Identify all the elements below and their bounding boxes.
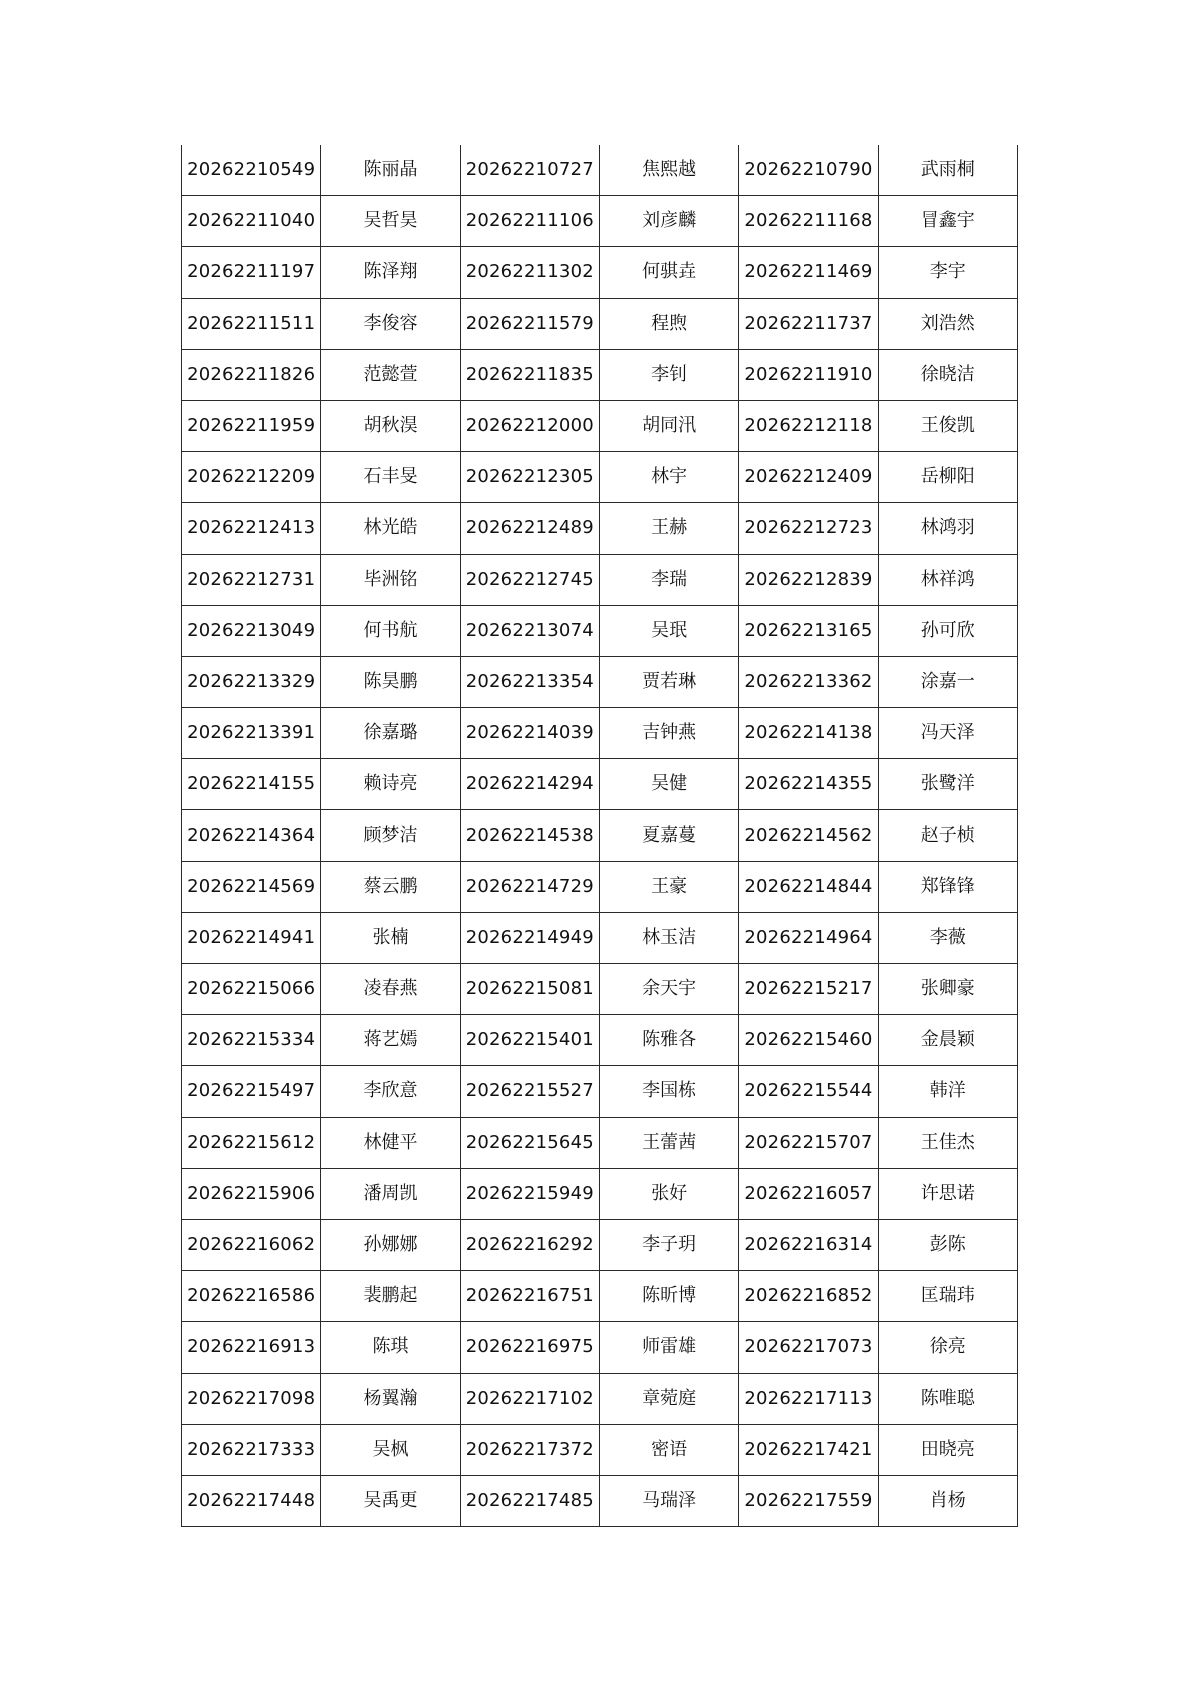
student-id-cell: 20262214964 bbox=[739, 912, 878, 963]
student-id-cell: 20262212305 bbox=[460, 452, 599, 503]
student-name-cell: 焦熙越 bbox=[599, 145, 738, 196]
student-name-cell: 余天宇 bbox=[599, 964, 738, 1015]
student-name-cell: 何书航 bbox=[321, 605, 460, 656]
student-name-cell: 吴哲昊 bbox=[321, 196, 460, 247]
student-id-cell: 20262215497 bbox=[182, 1066, 321, 1117]
student-id-cell: 20262214562 bbox=[739, 810, 878, 861]
student-id-cell: 20262210790 bbox=[739, 145, 878, 196]
student-name-cell: 杨翼瀚 bbox=[321, 1373, 460, 1424]
table-row bbox=[182, 1066, 1018, 1117]
student-name-cell: 彭陈 bbox=[878, 1219, 1017, 1270]
student-name-cell: 林祥鸿 bbox=[878, 554, 1017, 605]
student-name-cell: 何骐垚 bbox=[599, 247, 738, 298]
student-name-cell: 田晓亮 bbox=[878, 1424, 1017, 1475]
student-id-cell: 20262216913 bbox=[182, 1322, 321, 1373]
student-name-cell: 章菀庭 bbox=[599, 1373, 738, 1424]
student-name-cell: 蔡云鹏 bbox=[321, 861, 460, 912]
student-id-cell: 20262217102 bbox=[460, 1373, 599, 1424]
roster-table-body bbox=[182, 145, 1018, 1527]
student-id-cell: 20262215612 bbox=[182, 1117, 321, 1168]
roster-table bbox=[181, 145, 1018, 1527]
student-id-cell: 20262213362 bbox=[739, 656, 878, 707]
table-row bbox=[182, 656, 1018, 707]
student-name-cell: 张鹭洋 bbox=[878, 759, 1017, 810]
student-id-cell: 20262216292 bbox=[460, 1219, 599, 1270]
table-row bbox=[182, 810, 1018, 861]
student-name-cell: 陈昊鹏 bbox=[321, 656, 460, 707]
student-id-cell: 20262215707 bbox=[739, 1117, 878, 1168]
table-row bbox=[182, 1219, 1018, 1270]
student-id-cell: 20262217333 bbox=[182, 1424, 321, 1475]
student-id-cell: 20262212839 bbox=[739, 554, 878, 605]
student-name-cell: 冒鑫宇 bbox=[878, 196, 1017, 247]
student-name-cell: 张好 bbox=[599, 1168, 738, 1219]
student-id-cell: 20262211469 bbox=[739, 247, 878, 298]
table-row bbox=[182, 1475, 1018, 1526]
student-id-cell: 20262215081 bbox=[460, 964, 599, 1015]
student-id-cell: 20262216975 bbox=[460, 1322, 599, 1373]
student-name-cell: 肖杨 bbox=[878, 1475, 1017, 1526]
table-row bbox=[182, 298, 1018, 349]
student-name-cell: 林健平 bbox=[321, 1117, 460, 1168]
student-id-cell: 20262210727 bbox=[460, 145, 599, 196]
student-id-cell: 20262211106 bbox=[460, 196, 599, 247]
student-name-cell: 潘周凯 bbox=[321, 1168, 460, 1219]
student-id-cell: 20262214949 bbox=[460, 912, 599, 963]
student-id-cell: 20262213354 bbox=[460, 656, 599, 707]
student-name-cell: 李欣意 bbox=[321, 1066, 460, 1117]
student-id-cell: 20262217113 bbox=[739, 1373, 878, 1424]
student-id-cell: 20262217098 bbox=[182, 1373, 321, 1424]
student-name-cell: 陈泽翔 bbox=[321, 247, 460, 298]
student-name-cell: 陈雅各 bbox=[599, 1015, 738, 1066]
student-name-cell: 郑锋锋 bbox=[878, 861, 1017, 912]
student-id-cell: 20262211826 bbox=[182, 349, 321, 400]
student-id-cell: 20262217421 bbox=[739, 1424, 878, 1475]
student-name-cell: 赵子桢 bbox=[878, 810, 1017, 861]
student-name-cell: 蒋艺嫣 bbox=[321, 1015, 460, 1066]
student-name-cell: 林光皓 bbox=[321, 503, 460, 554]
student-id-cell: 20262212413 bbox=[182, 503, 321, 554]
student-name-cell: 陈丽晶 bbox=[321, 145, 460, 196]
student-name-cell: 陈昕博 bbox=[599, 1271, 738, 1322]
table-row bbox=[182, 964, 1018, 1015]
student-name-cell: 毕洲铭 bbox=[321, 554, 460, 605]
student-name-cell: 孙可欣 bbox=[878, 605, 1017, 656]
table-row bbox=[182, 759, 1018, 810]
student-id-cell: 20262217485 bbox=[460, 1475, 599, 1526]
student-name-cell: 王佳杰 bbox=[878, 1117, 1017, 1168]
table-row bbox=[182, 1271, 1018, 1322]
student-name-cell: 顾梦洁 bbox=[321, 810, 460, 861]
student-id-cell: 20262212209 bbox=[182, 452, 321, 503]
table-row bbox=[182, 912, 1018, 963]
student-id-cell: 20262217559 bbox=[739, 1475, 878, 1526]
student-id-cell: 20262214941 bbox=[182, 912, 321, 963]
student-name-cell: 林鸿羽 bbox=[878, 503, 1017, 554]
student-name-cell: 李薇 bbox=[878, 912, 1017, 963]
student-id-cell: 20262215544 bbox=[739, 1066, 878, 1117]
student-name-cell: 刘彦麟 bbox=[599, 196, 738, 247]
student-name-cell: 胡同汛 bbox=[599, 400, 738, 451]
student-id-cell: 20262212000 bbox=[460, 400, 599, 451]
student-name-cell: 吴珉 bbox=[599, 605, 738, 656]
student-id-cell: 20262215334 bbox=[182, 1015, 321, 1066]
student-name-cell: 林宇 bbox=[599, 452, 738, 503]
table-row bbox=[182, 400, 1018, 451]
student-id-cell: 20262213049 bbox=[182, 605, 321, 656]
student-name-cell: 孙娜娜 bbox=[321, 1219, 460, 1270]
table-row bbox=[182, 605, 1018, 656]
student-name-cell: 冯天泽 bbox=[878, 708, 1017, 759]
student-id-cell: 20262214355 bbox=[739, 759, 878, 810]
table-row bbox=[182, 861, 1018, 912]
table-row bbox=[182, 1168, 1018, 1219]
student-name-cell: 王豪 bbox=[599, 861, 738, 912]
student-id-cell: 20262213391 bbox=[182, 708, 321, 759]
student-name-cell: 李宇 bbox=[878, 247, 1017, 298]
student-id-cell: 20262212745 bbox=[460, 554, 599, 605]
student-name-cell: 赖诗亮 bbox=[321, 759, 460, 810]
student-name-cell: 许思诺 bbox=[878, 1168, 1017, 1219]
student-id-cell: 20262210549 bbox=[182, 145, 321, 196]
student-name-cell: 张楠 bbox=[321, 912, 460, 963]
student-id-cell: 20262216586 bbox=[182, 1271, 321, 1322]
student-id-cell: 20262214364 bbox=[182, 810, 321, 861]
student-name-cell: 王蕾茜 bbox=[599, 1117, 738, 1168]
student-name-cell: 范懿萱 bbox=[321, 349, 460, 400]
table-row bbox=[182, 349, 1018, 400]
student-name-cell: 吴健 bbox=[599, 759, 738, 810]
student-name-cell: 李子玥 bbox=[599, 1219, 738, 1270]
student-id-cell: 20262214294 bbox=[460, 759, 599, 810]
student-name-cell: 陈唯聪 bbox=[878, 1373, 1017, 1424]
student-id-cell: 20262211910 bbox=[739, 349, 878, 400]
student-name-cell: 吴枫 bbox=[321, 1424, 460, 1475]
student-id-cell: 20262213329 bbox=[182, 656, 321, 707]
student-name-cell: 石丰旻 bbox=[321, 452, 460, 503]
student-id-cell: 20262216314 bbox=[739, 1219, 878, 1270]
student-name-cell: 李瑞 bbox=[599, 554, 738, 605]
table-row bbox=[182, 1373, 1018, 1424]
student-name-cell: 涂嘉一 bbox=[878, 656, 1017, 707]
student-id-cell: 20262215460 bbox=[739, 1015, 878, 1066]
table-row bbox=[182, 554, 1018, 605]
student-id-cell: 20262211511 bbox=[182, 298, 321, 349]
student-name-cell: 师雷雄 bbox=[599, 1322, 738, 1373]
student-id-cell: 20262212118 bbox=[739, 400, 878, 451]
student-name-cell: 李国栋 bbox=[599, 1066, 738, 1117]
student-id-cell: 20262217448 bbox=[182, 1475, 321, 1526]
student-id-cell: 20262211168 bbox=[739, 196, 878, 247]
table-row bbox=[182, 503, 1018, 554]
student-id-cell: 20262212489 bbox=[460, 503, 599, 554]
student-id-cell: 20262211197 bbox=[182, 247, 321, 298]
student-id-cell: 20262216751 bbox=[460, 1271, 599, 1322]
student-name-cell: 刘浩然 bbox=[878, 298, 1017, 349]
student-id-cell: 20262215066 bbox=[182, 964, 321, 1015]
student-id-cell: 20262211835 bbox=[460, 349, 599, 400]
table-row bbox=[182, 1424, 1018, 1475]
student-name-cell: 韩洋 bbox=[878, 1066, 1017, 1117]
student-name-cell: 胡秋淏 bbox=[321, 400, 460, 451]
student-id-cell: 20262213074 bbox=[460, 605, 599, 656]
student-id-cell: 20262211959 bbox=[182, 400, 321, 451]
student-name-cell: 徐晓洁 bbox=[878, 349, 1017, 400]
table-row bbox=[182, 708, 1018, 759]
student-name-cell: 匡瑞玮 bbox=[878, 1271, 1017, 1322]
student-id-cell: 20262211737 bbox=[739, 298, 878, 349]
student-id-cell: 20262214729 bbox=[460, 861, 599, 912]
student-name-cell: 陈琪 bbox=[321, 1322, 460, 1373]
student-name-cell: 吴禹更 bbox=[321, 1475, 460, 1526]
student-id-cell: 20262216062 bbox=[182, 1219, 321, 1270]
student-name-cell: 徐嘉璐 bbox=[321, 708, 460, 759]
student-id-cell: 20262215527 bbox=[460, 1066, 599, 1117]
table-row bbox=[182, 1322, 1018, 1373]
student-id-cell: 20262214844 bbox=[739, 861, 878, 912]
student-name-cell: 李钊 bbox=[599, 349, 738, 400]
student-id-cell: 20262214569 bbox=[182, 861, 321, 912]
student-id-cell: 20262212731 bbox=[182, 554, 321, 605]
student-id-cell: 20262215217 bbox=[739, 964, 878, 1015]
student-id-cell: 20262214039 bbox=[460, 708, 599, 759]
student-name-cell: 贾若琳 bbox=[599, 656, 738, 707]
student-id-cell: 20262212723 bbox=[739, 503, 878, 554]
student-name-cell: 裴鹏起 bbox=[321, 1271, 460, 1322]
table-row bbox=[182, 1015, 1018, 1066]
table-row bbox=[182, 452, 1018, 503]
student-id-cell: 20262214538 bbox=[460, 810, 599, 861]
table-row bbox=[182, 1117, 1018, 1168]
student-name-cell: 王俊凯 bbox=[878, 400, 1017, 451]
student-name-cell: 夏嘉蔓 bbox=[599, 810, 738, 861]
student-name-cell: 马瑞泽 bbox=[599, 1475, 738, 1526]
student-id-cell: 20262217073 bbox=[739, 1322, 878, 1373]
table-row bbox=[182, 247, 1018, 298]
student-name-cell: 武雨桐 bbox=[878, 145, 1017, 196]
student-name-cell: 程煦 bbox=[599, 298, 738, 349]
student-name-cell: 李俊容 bbox=[321, 298, 460, 349]
student-name-cell: 金晨颖 bbox=[878, 1015, 1017, 1066]
student-id-cell: 20262211579 bbox=[460, 298, 599, 349]
student-id-cell: 20262215906 bbox=[182, 1168, 321, 1219]
student-name-cell: 岳柳阳 bbox=[878, 452, 1017, 503]
student-id-cell: 20262216852 bbox=[739, 1271, 878, 1322]
student-name-cell: 密语 bbox=[599, 1424, 738, 1475]
student-id-cell: 20262215645 bbox=[460, 1117, 599, 1168]
student-id-cell: 20262217372 bbox=[460, 1424, 599, 1475]
student-id-cell: 20262214155 bbox=[182, 759, 321, 810]
table-row bbox=[182, 196, 1018, 247]
student-id-cell: 20262215401 bbox=[460, 1015, 599, 1066]
student-id-cell: 20262215949 bbox=[460, 1168, 599, 1219]
student-id-cell: 20262212409 bbox=[739, 452, 878, 503]
student-id-cell: 20262211302 bbox=[460, 247, 599, 298]
student-name-cell: 吉钟燕 bbox=[599, 708, 738, 759]
student-name-cell: 张卿豪 bbox=[878, 964, 1017, 1015]
student-id-cell: 20262214138 bbox=[739, 708, 878, 759]
student-id-cell: 20262213165 bbox=[739, 605, 878, 656]
student-id-cell: 20262216057 bbox=[739, 1168, 878, 1219]
student-id-cell: 20262211040 bbox=[182, 196, 321, 247]
table-row bbox=[182, 145, 1018, 196]
student-name-cell: 徐亮 bbox=[878, 1322, 1017, 1373]
student-name-cell: 林玉洁 bbox=[599, 912, 738, 963]
student-name-cell: 王赫 bbox=[599, 503, 738, 554]
student-name-cell: 凌春燕 bbox=[321, 964, 460, 1015]
